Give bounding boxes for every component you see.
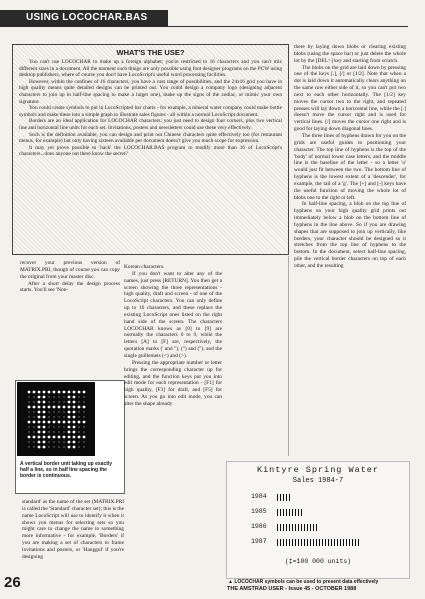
bottle-bar <box>277 509 304 516</box>
grid-dot <box>83 416 84 417</box>
grid-dot <box>43 401 46 404</box>
grid-dot <box>58 431 59 432</box>
grid-dot <box>63 436 66 439</box>
body-paragraph: standard' as the name of the set (MATRIX.PRI is called the 'Standard' character set); this is the name LocoScript will use to identify it when it shows you menus for selecting sets so you might care to change the name to something more informative - for example, 'Borders' if you are making a set of characters to frame invitations and posters, or 'Hanggul' if you're designing <box>22 499 124 560</box>
grid-dot <box>78 406 81 409</box>
grid-dot <box>78 431 79 432</box>
grid-dot <box>78 436 81 439</box>
grid-dot <box>73 436 76 439</box>
grid-dot <box>38 401 41 404</box>
grid-dot <box>83 391 86 394</box>
grid-dot <box>43 411 46 414</box>
grid-dot <box>78 421 81 424</box>
grid-dot <box>63 401 64 402</box>
grid-dot <box>58 441 59 442</box>
grid-dot <box>58 406 61 409</box>
grid-dot <box>28 391 31 394</box>
grid-dot <box>28 436 31 439</box>
grid-dot <box>28 431 29 432</box>
grid-dot <box>68 396 71 399</box>
grid-dot <box>48 396 49 397</box>
grid-dot <box>33 401 34 402</box>
grid-dot <box>48 416 49 417</box>
sales-chart-figure <box>226 461 410 593</box>
grid-dot <box>83 446 84 447</box>
grid-dot <box>63 411 64 412</box>
grid-dot <box>33 391 36 394</box>
column-divider <box>288 256 289 456</box>
grid-dot <box>48 401 49 402</box>
boxout-paragraph: Such is the definition available, you can design and print out Chinese characters quite effectively too (for restaurant menus, for example) but only having sixteen available per document doesn't give you much scope for expression. <box>19 131 282 145</box>
grid-dot <box>28 426 29 427</box>
grid-dot <box>78 396 79 397</box>
grid-dot <box>58 401 59 402</box>
grid-dot <box>33 396 34 397</box>
grid-dot <box>28 441 29 442</box>
grid-dot <box>33 411 34 412</box>
grid-dot <box>28 401 29 402</box>
section-header: USING LOCOCHAR.BAS <box>26 12 148 23</box>
grid-dot <box>68 416 71 419</box>
grid-dot <box>83 421 86 424</box>
grid-dot <box>53 436 56 439</box>
page-number: 26 <box>4 574 21 591</box>
grid-dot <box>58 426 59 427</box>
grid-dot <box>38 441 41 444</box>
grid-dot <box>73 391 76 394</box>
grid-dot <box>28 411 29 412</box>
grid-dot <box>63 421 66 424</box>
grid-dot <box>33 446 34 447</box>
grid-dot <box>68 411 71 414</box>
boxout-paragraph: It may yet prove possible to 'hack' the LOCOCHAR.BAS program to modify more than 16 of LocoScript's characters...does anyone out there know the secret? <box>19 144 282 158</box>
grid-dot <box>58 411 59 412</box>
grid-dot <box>28 446 29 447</box>
grid-dot <box>28 396 29 397</box>
grid-dot <box>38 396 41 399</box>
grid-dot <box>48 406 51 409</box>
grid-dot <box>68 446 71 449</box>
boxout-body <box>19 59 282 158</box>
dot-grid-graphic <box>27 390 87 450</box>
chart-title: Kintyre Spring Water <box>256 465 380 475</box>
grid-dot <box>33 431 34 432</box>
grid-dot <box>78 391 81 394</box>
grid-dot <box>83 406 86 409</box>
body-paragraph: there by laying down blobs or clearing existing blobs (using the space bar) or just delete the whole lot by the [DEL>] key and starting from scratch. <box>294 44 406 64</box>
grid-dot <box>83 431 84 432</box>
grid-dot <box>43 441 46 444</box>
grid-dot <box>68 401 71 404</box>
grid-dot <box>38 411 41 414</box>
header-rule <box>168 26 408 27</box>
article-column-2 <box>124 264 222 594</box>
grid-dot <box>43 391 46 394</box>
grid-dot <box>73 406 76 409</box>
grid-dot <box>48 441 49 442</box>
body-paragraph: Korean characters. <box>124 264 165 270</box>
grid-dot <box>43 416 46 419</box>
boxout-title: WHAT'S THE USE? <box>116 48 185 57</box>
grid-dot <box>68 431 71 434</box>
grid-dot <box>48 446 49 447</box>
grid-dot <box>83 401 84 402</box>
grid-dot <box>33 441 34 442</box>
grid-dot <box>68 426 71 429</box>
grid-dot <box>58 421 61 424</box>
row-year: 1985 <box>251 508 267 515</box>
grid-dot <box>43 396 46 399</box>
grid-dot <box>63 426 64 427</box>
grid-dot <box>63 441 64 442</box>
grid-dot <box>53 421 56 424</box>
grid-dot <box>63 446 64 447</box>
grid-dot <box>58 416 59 417</box>
grid-dot <box>48 426 49 427</box>
grid-dot <box>68 441 71 444</box>
grid-dot <box>63 396 64 397</box>
row-year: 1984 <box>251 493 267 500</box>
grid-dot <box>78 416 79 417</box>
grid-dot <box>63 416 64 417</box>
grid-dot <box>28 421 31 424</box>
figure-caption: A vertical border unit taking up exactly half a line, so in half line spacing the border is continuous. <box>20 461 113 479</box>
body-paragraph: recover your previous version of MATRIX.PRI, though of course you can copy the original from your master disc. <box>20 260 120 280</box>
issue-footer: THE AMSTRAD USER - Issue 45 - OCTOBER 1988 <box>227 586 357 592</box>
grid-dot <box>78 446 79 447</box>
grid-dot <box>28 416 29 417</box>
grid-dot <box>83 426 84 427</box>
grid-dot <box>43 426 46 429</box>
grid-dot <box>83 441 84 442</box>
triangle-icon: ▲ <box>228 579 233 585</box>
boxout <box>12 44 289 255</box>
grid-dot <box>63 406 66 409</box>
row-year: 1986 <box>251 523 267 530</box>
grid-dot <box>53 441 54 442</box>
grid-dot <box>48 436 51 439</box>
grid-dot <box>83 396 84 397</box>
chart-key: (‡=100 000 units) <box>284 558 352 565</box>
border-unit-image <box>17 382 95 456</box>
grid-dot <box>53 426 54 427</box>
grid-dot <box>53 411 54 412</box>
grid-dot <box>73 446 76 449</box>
grid-dot <box>33 421 36 424</box>
grid-dot <box>48 391 51 394</box>
grid-dot <box>48 431 49 432</box>
grid-dot <box>53 431 54 432</box>
grid-dot <box>68 406 71 409</box>
grid-dot <box>43 431 46 434</box>
grid-dot <box>73 396 76 399</box>
grid-dot <box>73 411 76 414</box>
border-unit-figure <box>15 380 125 494</box>
bottle-bar <box>277 524 319 531</box>
grid-dot <box>78 441 79 442</box>
body-paragraph: The blobs on the grid are laid down by pressing one of the keys [.], [/] or [1/2]. Note that when a dot is laid down it automatically clears anything on the same row either side of it, so you can't put two next to each other horizontally. The [1/2] key moves the cursor two to the right, and repeated presses will lay down a horizontal line, while the [.] doesn't move the cursor right and is used for vertical lines. [/] moves the cursor one right and is good for laying down diagonal lines. <box>294 64 406 133</box>
article-column-1-top <box>20 260 120 374</box>
grid-dot <box>43 436 46 439</box>
grid-dot <box>38 431 41 434</box>
grid-dot <box>68 391 71 394</box>
grid-dot <box>63 431 64 432</box>
grid-dot <box>58 396 59 397</box>
grid-dot <box>53 416 54 417</box>
grid-dot <box>48 421 51 424</box>
body-paragraph: If you don't want to alter any of the names, just press [RETURN]. You then get a screen showing the three representations - high quality, draft and screen - of one of the LocoScript characters. You can only define up to 16 characters, and these replace the existing LocoScript ones listed on the right hand side of the screen. The characters LOCOCHAR knows as [0] to [9] are normally the characters 0 to 9, while the letters [A] to [F] are, respectively, the quotation marks (' and "), (") and ("), and the single guillemets (<) and (>). <box>124 270 222 359</box>
boxout-paragraph: You could create symbols to put in LocoScripted bar charts - for example, a mineral water company could make bottle symbols and make these into a simple graph to illustrate sales figures - all within a normal LocoScript document. <box>19 105 282 118</box>
grid-dot <box>53 406 56 409</box>
body-paragraph: The three lines of hyphens drawn for you on the grids are useful guides to positioning your character. The top line of hyphens is the top of the 'body' of normal lower case letters, and the middle line is the baseline of the letter - so a letter 'o' would just fit between the two. The bottom line of hyphens is the lowest extent of a 'descender', for example, the tail of a 'g'. The [+] and [-] keys have the useful function of moving the whole lot of blobs one to the right or left. <box>294 132 406 201</box>
grid-dot <box>38 416 41 419</box>
grid-dot <box>78 426 79 427</box>
grid-dot <box>38 446 41 449</box>
grid-dot <box>38 391 41 394</box>
grid-dot <box>83 436 86 439</box>
row-year: 1987 <box>251 538 267 545</box>
grid-dot <box>33 436 36 439</box>
body-paragraph: Pressing the appropriate number or letter brings the corresponding character up for editing, and the function keys put you into edit mode for each representation - [F1] for high quality, [F3] for draft, and [F5] for screen. As you go into edit mode, you can alter the shape already <box>124 359 222 407</box>
grid-dot <box>73 416 76 419</box>
grid-dot <box>38 436 41 439</box>
grid-dot <box>58 446 59 447</box>
grid-dot <box>73 421 76 424</box>
body-paragraph: In half-line spacing, a blob on the top line of hyphens on your high quality grid prints out immediately below a blob on the bottom line of hyphens in the line above. So if you are drawing shapes that are supposed to join up vertically, like borders, your character should be designed so it stretches from the top line of hyphens to the bottom. In the document, select half-line spacing, pile the vertical border characters on top of each other, and the resulting <box>294 201 406 269</box>
boxout-paragraph: Borders are an ideal application for LOCOCHAR characters; you just need to design four corners, plus two vertical line and horizontal line units for each set. Invitations, posters and newsletters could use these very effectively. <box>19 118 282 131</box>
grid-dot <box>33 426 34 427</box>
grid-dot <box>43 421 46 424</box>
grid-dot <box>73 426 76 429</box>
chart-subtitle: Sales 1984-7 <box>292 477 344 485</box>
article-column-3 <box>294 44 406 458</box>
grid-dot <box>53 446 54 447</box>
grid-dot <box>63 391 66 394</box>
grid-dot <box>78 401 79 402</box>
grid-dot <box>73 401 76 404</box>
grid-dot <box>43 406 46 409</box>
bottle-bar <box>277 494 292 501</box>
grid-dot <box>33 406 36 409</box>
grid-dot <box>68 436 71 439</box>
grid-dot <box>38 426 41 429</box>
grid-dot <box>58 436 61 439</box>
grid-dot <box>78 411 79 412</box>
sales-chart-panel <box>226 461 410 579</box>
bottle-bar <box>277 539 361 546</box>
grid-dot <box>53 396 54 397</box>
grid-dot <box>53 401 54 402</box>
chart-caption <box>228 579 410 585</box>
grid-dot <box>33 416 34 417</box>
grid-dot <box>28 406 31 409</box>
grid-dot <box>83 411 84 412</box>
grid-dot <box>48 411 49 412</box>
boxout-paragraph: However, within the confines of 16 characters, you have a vast range of possibilities, and the 24x16 grid you have in high quality means quite detailed designs can be printed out. You could design a company logo (designing adjacent characters to join up in half-line spacing to make a larger one), make up the signs of the zodiac, or mimic your own signature. <box>19 78 282 105</box>
body-paragraph: After a short delay the design process starts. You'll see 'Non- <box>20 280 120 294</box>
grid-dot <box>58 391 61 394</box>
grid-dot <box>68 421 71 424</box>
grid-dot <box>38 406 41 409</box>
grid-dot <box>73 441 76 444</box>
chart-caption-text: LOCOCHAR symbols can be used to present data effectively <box>234 579 379 585</box>
article-column-1-bottom <box>22 499 124 593</box>
boxout-paragraph: You can't use LOCOCHAR to make up a foreign alphabet; you're restricted to 16 characters and you can't mix different sizes in a document. All the moment such things are only possible using font designer programs on the PCW using desktop publishers, where of course you don't have LocoScript's useful word processing facilities. <box>19 59 282 79</box>
grid-dot <box>53 391 56 394</box>
grid-dot <box>73 431 76 434</box>
grid-dot <box>38 421 41 424</box>
grid-dot <box>43 446 46 449</box>
